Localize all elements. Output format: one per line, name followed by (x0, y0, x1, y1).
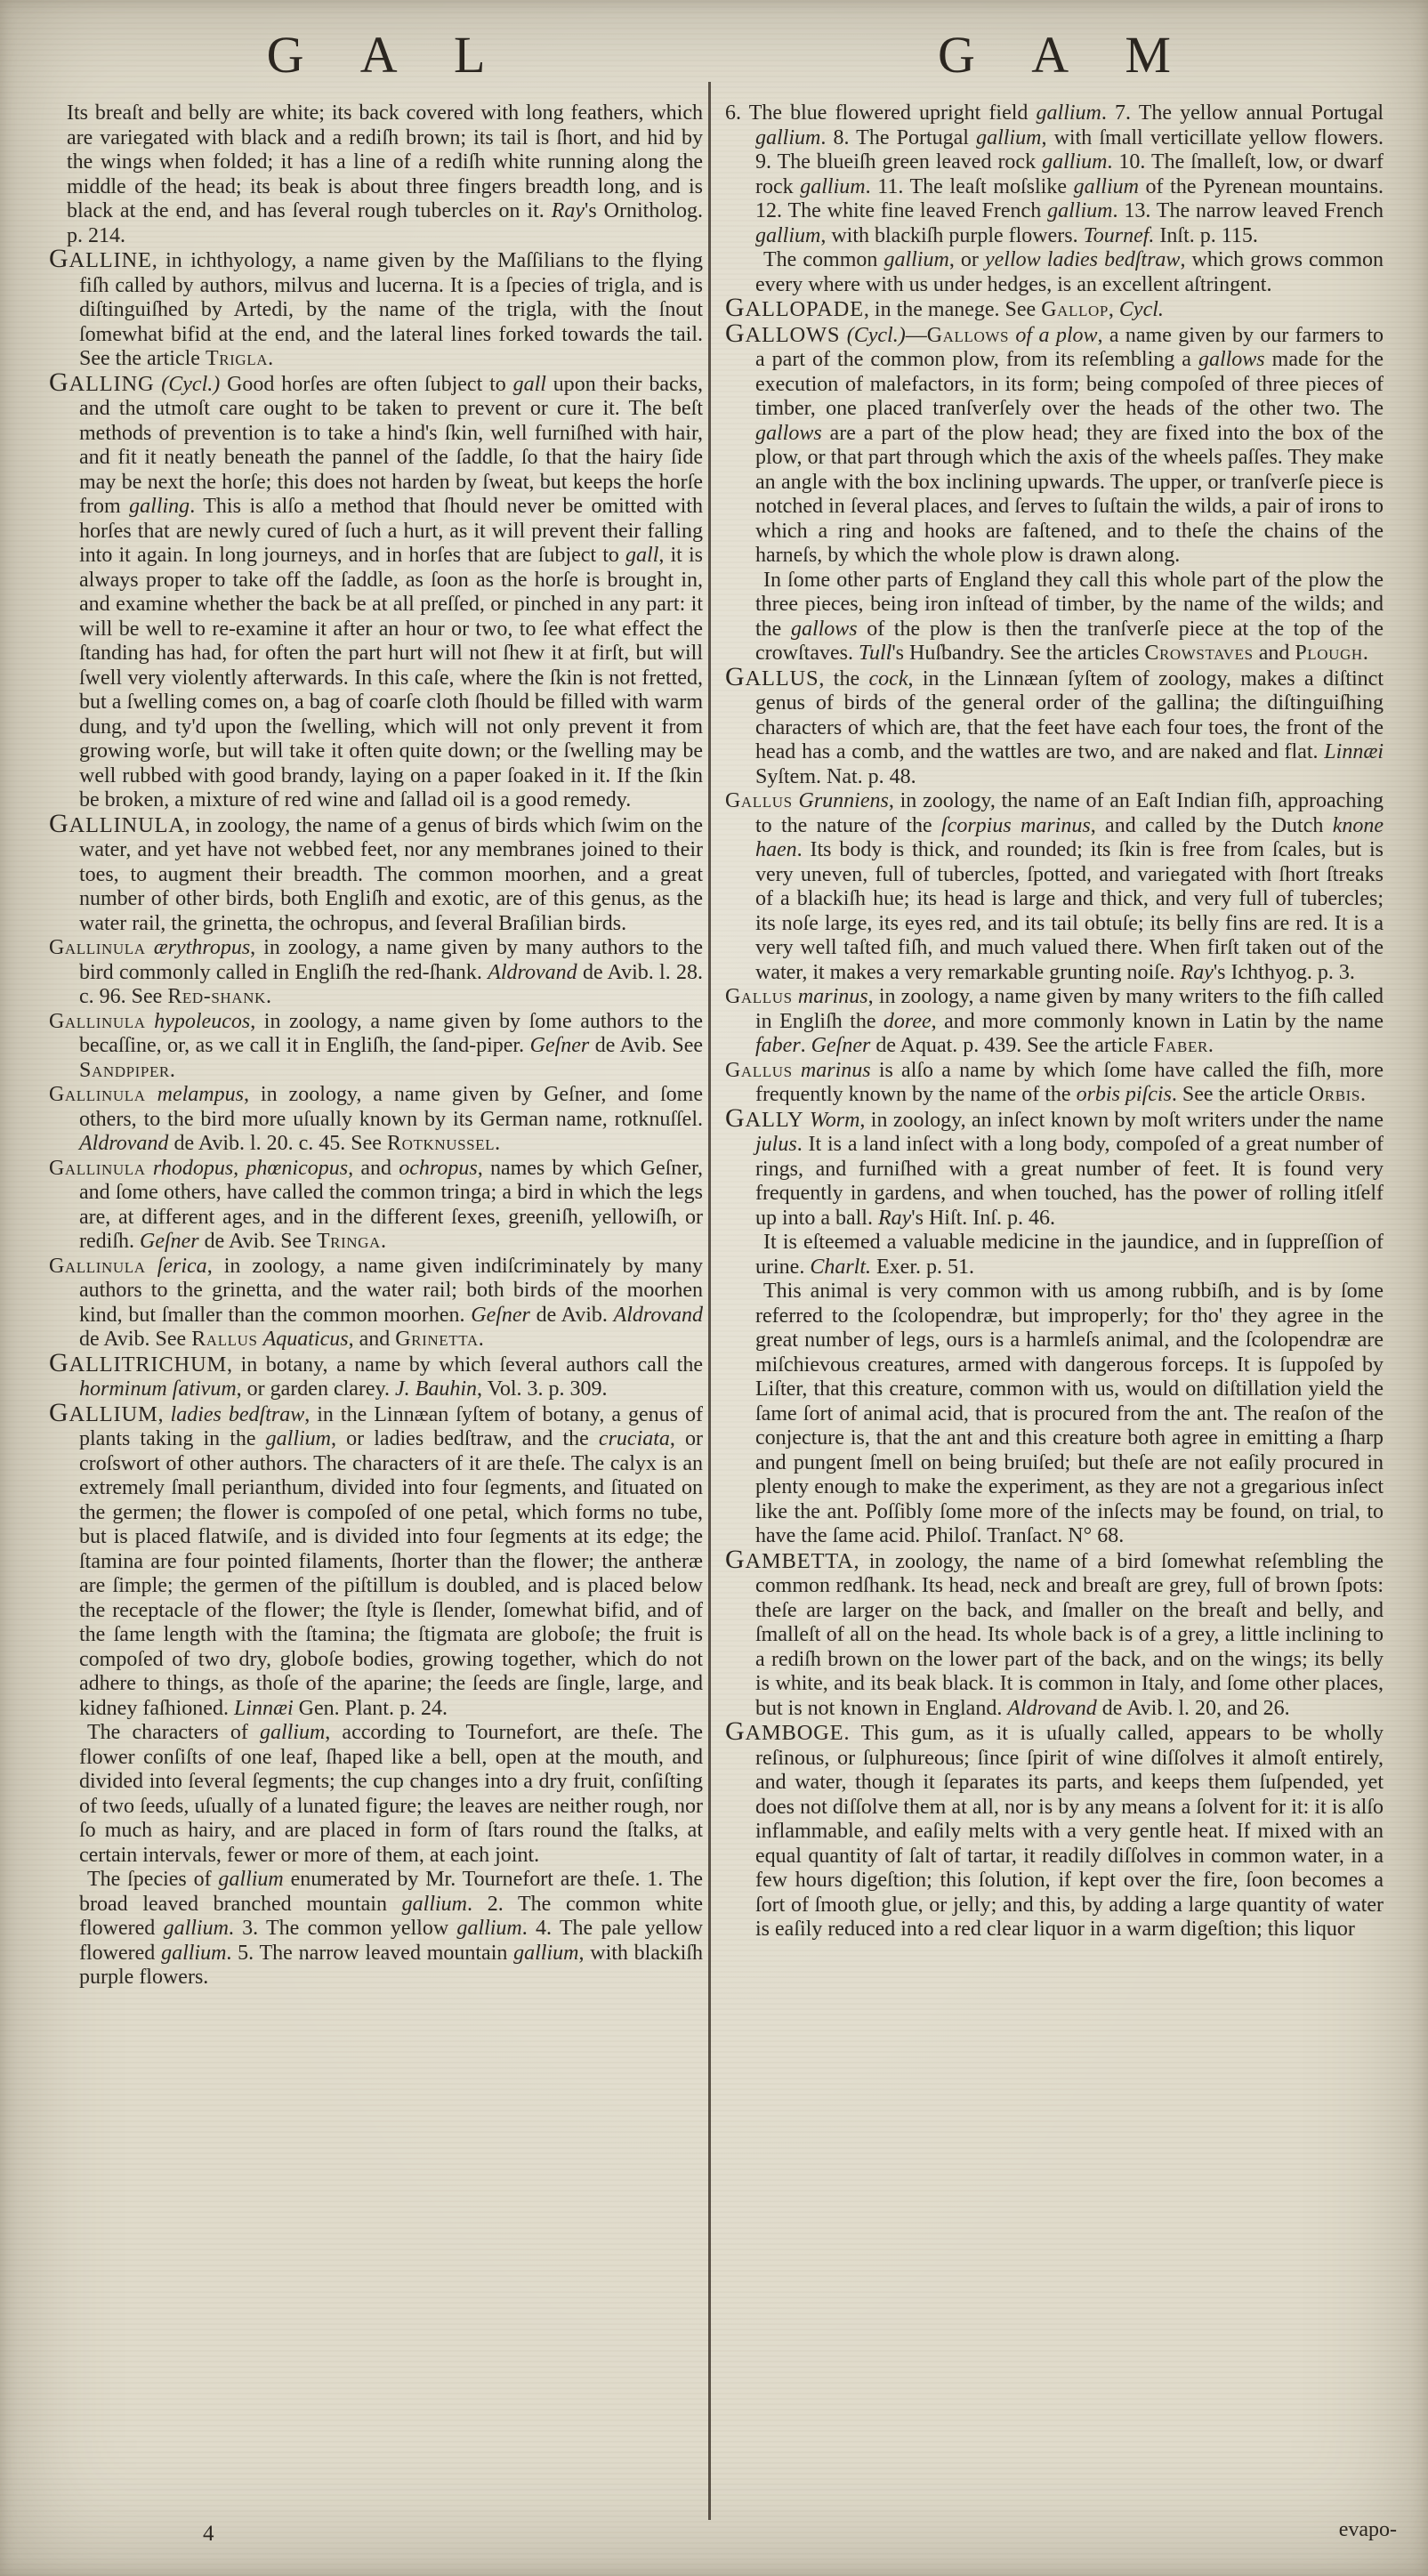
text-segment: 's Ornitholog. p. 214. (67, 199, 703, 247)
italic-text: yellow ladies bedſtraw (984, 248, 1181, 271)
entry-paragraph (49, 1255, 703, 1353)
italic-text: Tournef. (1083, 223, 1155, 247)
text-segment: Gen. Plant. p. 24. (293, 1696, 448, 1720)
italic-text: gallium (456, 1917, 522, 1940)
headword: GAMBETTA (725, 1544, 854, 1574)
text-segment: , according to Tournefort, are theſe. The flower conſiſts of one leaf, ſhaped like a bell, open at the mouth, and divided into ſeveral ſegments; the cup changes into a dry fruit, conſiſting of two ſeeds, uſually of a lunated figure; the leaves are neither rough, nor ſo much as hairy, and are placed in form of ſtars round the ſtalks, at certain intervals, fewer or more of them, at each joint. (79, 1721, 704, 1867)
italic-text: gallium (1047, 199, 1113, 222)
entry-paragraph (49, 1721, 703, 1868)
text-segment: , Vol. 3. p. 309. (477, 1377, 608, 1401)
small-caps-reference: Trigla (205, 347, 269, 370)
headword-initial: G (49, 367, 69, 397)
entry-paragraph (725, 248, 1384, 297)
text-segment: de Avib. See (79, 1328, 192, 1351)
italic-text: Aldrovand (79, 1132, 169, 1155)
text-segment: , a name given by our farmers to a part of the common plow, from its reſembling a (755, 323, 1384, 371)
entry-paragraph (725, 661, 1384, 790)
text-segment: , (1108, 298, 1119, 321)
text-segment: , in zoology, the name of a genus of birds which ſwim on the water, and yet have not webbed feet, nor any membranes joined to their toes, to augment their breadth. The common moorhen, and a great number of other birds, both Engliſh and exotic, are of this genus, as the water rail, the grinetta, the ochropus, and ſeveral Braſilian birds. (79, 813, 703, 935)
signature-mark: 4 (203, 2522, 214, 2546)
entry-paragraph (49, 1157, 703, 1255)
entry-paragraph (725, 1231, 1384, 1280)
text-segment: The common (763, 248, 884, 271)
text-segment: de Avib. See (589, 1034, 703, 1057)
italic-text: cock (868, 666, 908, 690)
text-segment: 's Huſbandry. See the articles (891, 642, 1145, 665)
text-segment: . 4. The pale yellow flowered (79, 1917, 703, 1965)
italic-text: Cycl. (1118, 298, 1164, 321)
headword-initial: G (725, 1102, 746, 1133)
entry-paragraph (725, 318, 1384, 569)
text-segment: , or garden clarey. (236, 1377, 396, 1401)
italic-text: gallows (790, 617, 858, 641)
headword-initial: G (725, 1716, 746, 1746)
catchword: evapo- (1338, 2518, 1397, 2541)
italic-text: Aldrovand (613, 1303, 704, 1327)
italic-text: Ray (877, 1206, 912, 1230)
headword-initial: G (725, 661, 746, 691)
small-caps-reference: Gallows (926, 323, 1010, 347)
text-segment: . 5. The narrow leaved mountain (226, 1941, 514, 1965)
italic-text: cruciata (598, 1427, 670, 1450)
text-segment: of the plow is then the tranſverſe piece at the top of the crowſtaves. (755, 617, 1384, 665)
text-segment: Its breaſt and belly are white; its back covered with long feathers, which are variegated with black and a rediſh brown; its tail is ſhort, and hid by the wings when folded; it has a line of a rediſh white running along the middle of the head; its beak is about three fingers breadth long, and is black at the end, and has ſeveral rough tubercles on it. (67, 101, 703, 222)
headword-initial: G (725, 1544, 746, 1574)
text-segment: . Its body is thick, and rounded; its ſkin is free from ſcales, but is very uneven, full of tubercles, ſpotted, and variegated with ſhort ſtreaks of a blackiſh hue; its head is large and thick, and very full of tubercles; its noſe large, its eyes red, and its tail obtuſe; its belly fins are red. It is a very well taſted fiſh, and much valued there. When firſt taken out of the water, it makes a very remarkable grunting noiſe. (755, 838, 1384, 984)
text-segment: , it is always proper to take off the ſaddle, as ſoon as the horſe is brought in, and examine whether the back be at all preſſed, or pinched in any part: it will be well to re-examine it after an hour or two, to ſee what effect the ſtanding has had, for often the part hurt will not ſhew it at firſt, but will ſwell very violently afterwards. In this caſe, where the ſkin is not fretted, but a ſwelling comes on, a bag of coarſe cloth ſhould be filled with warm dung, and ty'd upon the ſwelling, which will not only prevent it from growing worſe, but will take it often quite down; or the ſwelling may be well rubbed with good brandy, laying on a paper ſoaked in it. If the ſkin be broken, a mixture of red wine and ſallad oil is a good remedy. (79, 544, 703, 812)
headword: GALLOWS (725, 318, 841, 348)
text-segment: , (157, 1402, 171, 1426)
text-segment: , or croſswort of other authors. The characters of it are theſe. The calyx is an extremely ſmall perianthum, divided into four ſegments, and ſituated on the germen; the flower is compoſed of one petal, which forms no tube, but is placed flatwiſe, and is divided into four ſegments at its edge; the ſtamina are four pointed filaments, ſhorter than the flower; the antheræ are ſimple; the germen of the piſtillum is doubled, and is placed below the receptacle of the flower; the ſtyle is ſlender, ſomewhat bifid, and of the ſame length with the ſtamina; the ſtigmata are globoſe; the fruit is compoſed of two dry, globoſe bodies, growing together, which do not adhere to things, as thoſe of the aparine; the ſeeds are ſingle, large, and kidney faſhioned. (79, 1427, 703, 1720)
entry-paragraph (49, 1868, 703, 1991)
text-segment: , in zoology, a name given indiſcriminately by many authors to the grinetta, and the water rail; both birds of the moorhen kind, but ſmaller than the common moorhen. (79, 1254, 703, 1327)
headword-initial: G (725, 293, 746, 322)
italic-text: gallium (218, 1868, 284, 1891)
running-head-right: G A M (938, 26, 1194, 84)
entry-paragraph (49, 936, 703, 1010)
headword: GALLIUM (49, 1397, 158, 1427)
entry-paragraph (725, 1102, 1384, 1231)
italic-text: melampus (145, 1083, 244, 1106)
headword: GALLING (49, 367, 155, 397)
text-segment: . 2. The common white flowered (79, 1892, 703, 1940)
text-segment: 's Ichthyog. p. 3. (1213, 960, 1355, 984)
text-segment: Good horſes are often ſubject to (220, 372, 513, 396)
text-segment: is alſo a name by which ſome have called the fiſh, more frequently known by the name of the (755, 1058, 1384, 1106)
entry-paragraph (49, 367, 704, 813)
text-segment: , or ladies bedſtraw, and the (331, 1427, 599, 1450)
italic-text: orbis piſcis (1076, 1083, 1172, 1106)
entry-paragraph (725, 293, 1384, 323)
italic-text: gallium (883, 248, 949, 271)
text-segment: , with ſmall verticillate yellow flowers. 9. The blueiſh green leaved rock (755, 125, 1384, 174)
small-caps-reference: Gallinula (49, 936, 146, 959)
text-segment: , which grows common every where with us under hedges, is an excellent aſtringent. (755, 248, 1384, 296)
left-column (49, 101, 703, 1991)
text-segment: . It is a land inſect with a long body, compoſed of a great number of rings, and furniſhed with a great number of feet. It is found very frequently in gardens, and when touched, has the power of rolling itſelf up into a ball. (755, 1133, 1384, 1230)
small-caps-reference: Gallinula (49, 1254, 146, 1278)
small-caps-reference: Plough (1295, 642, 1363, 665)
italic-text: gallium (265, 1427, 332, 1450)
italic-text: Ray (551, 199, 585, 222)
italic-text: gallium (1073, 174, 1139, 198)
small-caps-reference: Gallinula (49, 1083, 146, 1106)
text-segment: . (1362, 642, 1368, 665)
text-segment: , in zoology, a name given by many authors to the bird commonly called in Engliſh the red-ſhank. (79, 936, 703, 984)
small-caps-reference: Grinetta (395, 1328, 479, 1351)
italic-text: gallium (401, 1892, 468, 1916)
text-segment: enumerated by Mr. Tournefort are theſe. 1. The broad leaved branched mountain (79, 1868, 703, 1916)
headword-initial: G (49, 1347, 69, 1377)
text-segment: . (380, 1230, 386, 1253)
italic-text: gallium (161, 1941, 227, 1965)
text-segment: , in the manege. See (863, 298, 1042, 321)
italic-text: Aquaticus (262, 1328, 349, 1351)
text-segment: . (478, 1328, 484, 1351)
entry-paragraph (49, 1083, 703, 1157)
headword: GALLITRICHUM (49, 1347, 228, 1377)
small-caps-reference: Gallop (1041, 298, 1109, 321)
italic-text: Aldrovand (1007, 1696, 1097, 1720)
small-caps-reference: Gallinula (49, 1009, 146, 1033)
entry-paragraph (725, 1716, 1384, 1942)
italic-text: gallium (1042, 150, 1108, 174)
italic-text: (Cycl.) (846, 323, 906, 347)
text-segment: , with blackiſh purple flowers. (820, 223, 1084, 247)
italic-text: Ray (1180, 960, 1214, 984)
italic-text: gallium (1036, 101, 1101, 125)
headword-initial: G (49, 1397, 69, 1427)
text-segment: are a part of the plow head; they are fixed into the box of the plow, or that part through which the axis of the wheels paſſes. They make an angle with the box inclining upwards. The upper, or tranſverſe piece is notched in ſeveral places, and ſerves to ſuſtain the wilds, a pair of irons to which a ring and hooks are faſtened, and to theſe the chains of the harneſs, by which the whole plow is drawn along. (755, 421, 1384, 567)
italic-text: Linnæi (1324, 740, 1384, 763)
headword-initial: G (725, 318, 746, 348)
italic-text: of a plow (1009, 323, 1098, 347)
text-segment: de Avib. l. 20. c. 45. See (168, 1132, 387, 1155)
text-segment: de Avib. l. 20, and 26. (1096, 1696, 1290, 1720)
text-segment: — (905, 323, 927, 347)
italic-text: marinus (792, 1058, 871, 1082)
italic-text: Aldrovand (488, 960, 577, 984)
italic-text: gall (512, 372, 546, 396)
italic-text: gall (625, 544, 659, 567)
italic-text: Tull (858, 642, 892, 665)
text-segment: , or (948, 248, 985, 271)
text-segment: In ſome other parts of England they call this whole part of the plow the three pieces, being iron inſtead of timber, by the name of the wilds; and the (755, 568, 1384, 641)
entry-paragraph (725, 985, 1384, 1059)
text-segment: 's Hiſt. Inſ. p. 46. (911, 1206, 1055, 1230)
entry-paragraph (49, 1347, 703, 1402)
text-segment: . (169, 1058, 175, 1082)
italic-text: ſerica (145, 1254, 207, 1278)
headword-initial: G (49, 808, 69, 838)
italic-text: Geſner (139, 1230, 199, 1253)
headword: GAMBOGE (725, 1716, 844, 1746)
column-rule (708, 82, 711, 2520)
italic-text: ladies bedſtraw (170, 1402, 305, 1426)
text-segment: . 10. The ſmalleſt, low, or dwarf rock (755, 150, 1384, 198)
small-caps-reference: Gallus (725, 1058, 793, 1082)
text-segment: , and (348, 1328, 396, 1351)
text-segment (840, 324, 846, 347)
text-segment: . 8. The Portugal (820, 125, 977, 149)
text-segment: 6. The blue flowered upright field (725, 101, 1037, 125)
italic-text: horminum ſativum (79, 1377, 237, 1401)
small-caps-reference: Gallinula (49, 1156, 146, 1180)
entry-paragraph (49, 101, 703, 248)
italic-text: gallium (755, 125, 821, 149)
text-segment: . 11. The leaſt moſslike (865, 174, 1074, 198)
text-segment: . (495, 1132, 501, 1155)
small-caps-reference: Sandpiper (79, 1058, 170, 1082)
text-segment: , in ichthyology, a name given by the Maſſilians to the flying fiſh called by authors, milvus and lucerna. It is a ſpecies of trigla, and is diſtinguiſhed by Artedi, by the name of the trigla, with the ſnout ſomewhat bifid at the end, and the lateral lines forked towards the tail. See the article (79, 249, 703, 370)
entry-paragraph (725, 569, 1384, 666)
italic-text: marinus (792, 985, 868, 1008)
small-caps-reference: Red-shank (167, 985, 266, 1008)
text-segment: . (1359, 1083, 1366, 1106)
italic-text: gallows (1198, 348, 1265, 371)
entry-paragraph (725, 101, 1384, 248)
italic-text: gallium (259, 1721, 326, 1744)
text-segment: , in zoology, a name given by many writers to the fiſh called in Engliſh the (755, 985, 1384, 1033)
text-segment: , and called by the Dutch (1090, 813, 1333, 837)
text-segment: , in zoology, the name of an Eaſt Indian fiſh, approaching to the nature of the (755, 789, 1384, 837)
small-caps-reference: Tringa (316, 1230, 381, 1253)
small-caps-reference: Rallus (191, 1328, 258, 1351)
italic-text: faber (755, 1034, 801, 1057)
text-segment: . 7. The yellow annual Portugal (1101, 101, 1384, 125)
text-segment: The characters of (87, 1721, 260, 1744)
entry-paragraph (725, 1544, 1384, 1722)
text-segment: , in zoology, an inſect known by moſt writers under the name (859, 1108, 1384, 1132)
italic-text: hypoleucos (145, 1009, 251, 1033)
text-segment: and (1253, 642, 1295, 665)
text-segment: . (268, 347, 274, 370)
text-segment: and (353, 1156, 399, 1180)
text-segment: of the Pyrenean mountains. 12. The white fine leaved French (755, 174, 1384, 222)
text-segment: The ſpecies of (87, 1868, 219, 1891)
text-segment: . This gum, as it is uſually called, appears to be wholly reſinous, or ſulphureous; ſince ſpirit of wine diſſolves it almoſt entirely, and water, though it ſeparates its parts, and keeps them ſuſpended, yet does not diſſolve them at all, nor is by any means a ſolvent for it: it is alſo inflammable, and eaſily melts with a very gentle heat. If mixed with an equal quantity of ſalt of tartar, it readily diſſolves in common water, in a few hours digeſtion; this ſolution, if kept over the fire, ſoon becomes a ſort of ſmooth glue, or jelly; and this, by adding a large quantity of water is eaſily reduced into a red clear liquor in a warm digeſtion; this liquor (755, 1722, 1384, 1941)
text-segment: Syſtem. Nat. p. 48. (755, 764, 916, 788)
text-segment: , and more commonly known in Latin by the name (931, 1009, 1384, 1033)
small-caps-reference: Faber (1153, 1034, 1208, 1057)
text-segment: made for the execution of malefactors, in its form; being compoſed of three pieces of timber, one placed tranſverſely over the heads of the other two. The (755, 348, 1384, 420)
headword: GALLUS (725, 661, 819, 691)
running-head-left: G A L (266, 26, 509, 84)
italic-text: Geſner (811, 1034, 871, 1057)
small-caps-reference: Gallus (725, 985, 793, 1008)
italic-text: gallium (976, 125, 1042, 149)
italic-text: gallium (513, 1941, 579, 1965)
entry-paragraph (725, 1059, 1384, 1108)
text-segment: . (1207, 1034, 1214, 1057)
entry-paragraph (725, 789, 1384, 985)
italic-text: doree (883, 1009, 932, 1033)
text-segment: , the (819, 666, 869, 690)
italic-text: rhodopus, phœnicopus, (145, 1156, 354, 1180)
text-segment: , in the Linnæan ſyſtem of zoology, makes a diſtinct genus of birds of the general order of the gallina; the diſtinguiſhing characters of which are, that the feet have each four toes, the front of the head has a comb, and the wattles are two, and are naked and flat. (755, 666, 1384, 763)
italic-text: Charlt. (810, 1255, 871, 1279)
text-segment: , in zoology, a name given by Geſner, and ſome others, to the bird more uſually known by its German name, rotknuſſel. (79, 1083, 703, 1131)
headword: GALLOPADE (725, 293, 864, 322)
text-segment: . See the article (1171, 1083, 1309, 1106)
text-segment: upon their backs, and the utmoſt care ought to be taken to prevent or cure it. The beſt methods of prevention is to take a hind's ſkin, well furniſhed with hair, and fit it neatly beneath the pannel of the ſaddle, ſo that the hairy ſide may be next the horſe; this does not harden by ſweat, but keeps the horſe from (79, 372, 704, 518)
right-column (725, 101, 1384, 1942)
text-segment: , with blackiſh purple flowers. (79, 1941, 703, 1989)
headword: GALLY (725, 1102, 804, 1133)
italic-text: gallium (755, 223, 821, 247)
italic-text: J. Bauhin (395, 1377, 478, 1401)
italic-text: Geſner (529, 1034, 590, 1057)
text-segment: . This is alſo a method that ſhould never be omitted with horſes that are newly cured of ſuch a hurt, as it will prevent their falling into it again. In long journeys, and in horſes that are ſubject to (79, 495, 703, 567)
small-caps-reference: Orbis (1308, 1083, 1360, 1106)
italic-text: gallium (163, 1917, 229, 1940)
italic-text: knone haen (755, 813, 1384, 861)
text-segment: Exer. p. 51. (871, 1255, 974, 1279)
text-segment: de Aquat. p. 439. See the article (870, 1034, 1154, 1057)
entry-paragraph (49, 244, 703, 372)
small-caps-reference: Gallus (725, 789, 793, 812)
italic-text: Geſner (471, 1303, 530, 1327)
text-segment: . (800, 1034, 811, 1057)
italic-text: Grunniens (792, 789, 889, 812)
italic-text: ochropus (399, 1156, 478, 1180)
text-segment: , in zoology, a name given by ſome authors to the becaſſine, or, as we call it in Engliſh, the ſand-piper. (79, 1009, 703, 1057)
text-segment: de Avib. See (198, 1230, 317, 1253)
entry-paragraph (725, 1280, 1384, 1549)
italic-text: (Cycl.) (161, 372, 221, 396)
entry-paragraph (49, 1010, 703, 1084)
text-segment: . (265, 985, 271, 1008)
italic-text: julus (755, 1133, 797, 1156)
text-segment: It is eſteemed a valuable medicine in the jaundice, and in ſuppreſſion of urine. (755, 1231, 1384, 1279)
text-segment: , names by which Geſner, and ſome others, have called the common tringa; a bird in which the legs are, at different ages, and in the different ſexes, greeniſh, yellowiſh, or rediſh. (79, 1156, 703, 1253)
italic-text: Worm (803, 1108, 860, 1132)
text-segment: de Avib. l. 28. c. 96. See (79, 960, 704, 1008)
text-segment: Inſt. p. 115. (1154, 223, 1258, 247)
headword-initial: G (49, 244, 69, 273)
italic-text: galling (129, 495, 190, 518)
text-segment: . 3. The common yellow (228, 1917, 457, 1940)
italic-text: ſcorpius marinus (941, 813, 1091, 837)
italic-text: ærythropus (145, 936, 251, 959)
entry-paragraph (49, 1397, 704, 1722)
italic-text: gallows (755, 421, 822, 445)
text-segment: , in zoology, the name of a bird ſomewhat reſembling the common redſhank. Its head, neck and breaſt are grey, full of brown ſpots: theſe are larger on the back, and ſmaller on the breaſt and belly, and ſmalleſt of all on the head. Its whole back is of a grey, a little inclining to a rediſh brown on the lower part of the back, and on the wings; its belly is white, and its beak black. It is common in Italy, and ſome other places, but is not known in England. (755, 1549, 1384, 1720)
small-caps-reference: Rotknussel (386, 1132, 496, 1155)
text-segment: , in the Linnæan ſyſtem of botany, a genus of plants taking in the (79, 1402, 704, 1450)
headword: GALLINULA (49, 808, 185, 838)
text-segment: . 13. The narrow leaved French (1112, 199, 1384, 222)
text-segment: This animal is very common with us among rubbiſh, and is by ſome referred to the ſcolopendræ, but improperly; for tho' they agree in the great number of legs, ours is a harmleſs animal, and the ſcolopendræ are miſchievous creatures, armed with dangerous forceps. It is ſuppoſed by Liſter, that this creature, common with us, would on diſtillation yield the ſame ſort of animal acid, that is procured from the ant. The reaſon of the conjecture is, that the ant and this creature both agree in emitting a ſharp and pungent ſmell on being bruiſed; but theſe are not eaſily procured in plenty enough to make the experiment, as they are not a gregarious inſect like the ant. Poſſibly ſome more of the inſects may be found, on trial, to have the ſame acid. Philoſ. Tranſact. N° 68. (755, 1280, 1384, 1547)
headword: GALLINE (49, 244, 152, 273)
text-segment: , in botany, a name by which ſeveral authors call the (227, 1353, 703, 1377)
text-segment: de Avib. (529, 1303, 614, 1327)
small-caps-reference: Crowstaves (1144, 642, 1254, 665)
italic-text: gallium (800, 174, 866, 198)
italic-text: Linnæi (233, 1696, 294, 1720)
entry-paragraph (49, 808, 703, 937)
